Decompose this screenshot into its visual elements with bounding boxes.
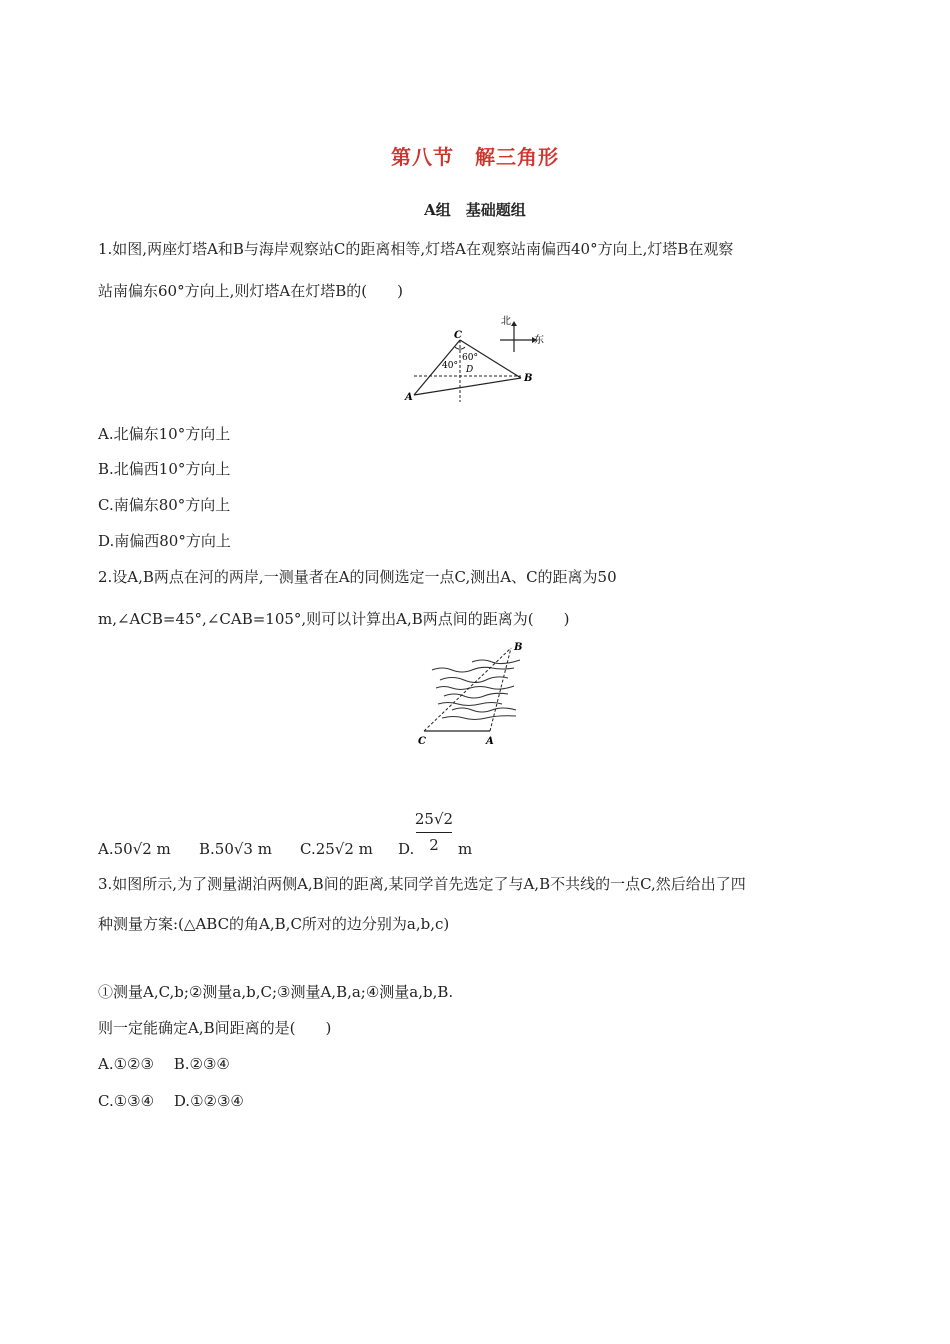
q2-option-d-prefix[interactable]: D. [398,840,415,858]
q2-option-d-unit: m [458,840,473,858]
q1-option-b[interactable]: B.北偏西10°方向上 [98,460,231,478]
q1-stem-line1: 1.如图,两座灯塔A和B与海岸观察站C的距离相等,灯塔A在观察站南偏西40°方向上,灯塔B在观察 [98,240,734,258]
q1-angle-40: 40° [442,361,458,371]
q2-option-a[interactable]: A.50√2 m [98,840,171,858]
q2-segment-ab [490,648,511,731]
q2-option-d-numerator: 25√2 [414,810,454,828]
q2-label-b: B [514,642,523,653]
q1-label-a: A [405,392,413,403]
q2-figure [412,638,542,746]
q1-compass-north-arrow [511,321,517,326]
q3-stem-line1: 3.如图所示,为了测量湖泊两侧A,B间的距离,某同学首先选定了与A,B不共线的一点C,然后给出了四 [98,875,746,893]
q3-stem-line2: 种测量方案:(△ABC的角A,B,C所对的边分别为a,b,c) [98,915,450,933]
q2-option-d-denominator: 2 [429,836,439,854]
q2-river-waves [432,660,520,720]
q1-segment-ab [414,378,521,395]
q2-label-a: A [486,736,494,746]
q1-label-c: C [454,330,462,341]
page-title: 第八节 解三角形 [391,145,559,169]
q3-options-row1[interactable]: A.①②③ B.②③④ [98,1055,230,1073]
q1-east-label: 东 [534,335,544,346]
q1-figure [400,310,550,406]
section-heading: A组 基础题组 [424,201,526,219]
q1-option-c[interactable]: C.南偏东80°方向上 [98,496,231,514]
q2-stem-line1: 2.设A,B两点在河的两岸,一测量者在A的同侧选定一点C,测出A、C的距离为50 [98,568,617,586]
q1-angle-60: 60° [462,353,478,363]
q3-options-row2[interactable]: C.①③④ D.①②③④ [98,1092,244,1110]
q1-stem-line2: 站南偏东60°方向上,则灯塔A在灯塔B的( ) [98,282,403,300]
q2-option-d-fraction-bar [416,832,452,833]
q1-option-d[interactable]: D.南偏西80°方向上 [98,532,231,550]
q1-option-a[interactable]: A.北偏东10°方向上 [98,425,231,443]
q2-option-c[interactable]: C.25√2 m [300,840,373,858]
q1-label-b: B [524,373,533,384]
q1-label-d: D [466,365,474,375]
q2-option-b[interactable]: B.50√3 m [199,840,272,858]
q2-stem-line2: m,∠ACB=45°,∠CAB=105°,则可以计算出A,B两点间的距离为( ) [98,610,570,628]
q2-label-c: C [418,736,426,746]
q1-north-label: 北 [501,316,511,327]
q3-schemes: ①测量A,C,b;②测量a,b,C;③测量A,B,a;④测量a,b,B. [98,983,454,1001]
q3-question: 则一定能确定A,B间距离的是( ) [98,1019,332,1037]
